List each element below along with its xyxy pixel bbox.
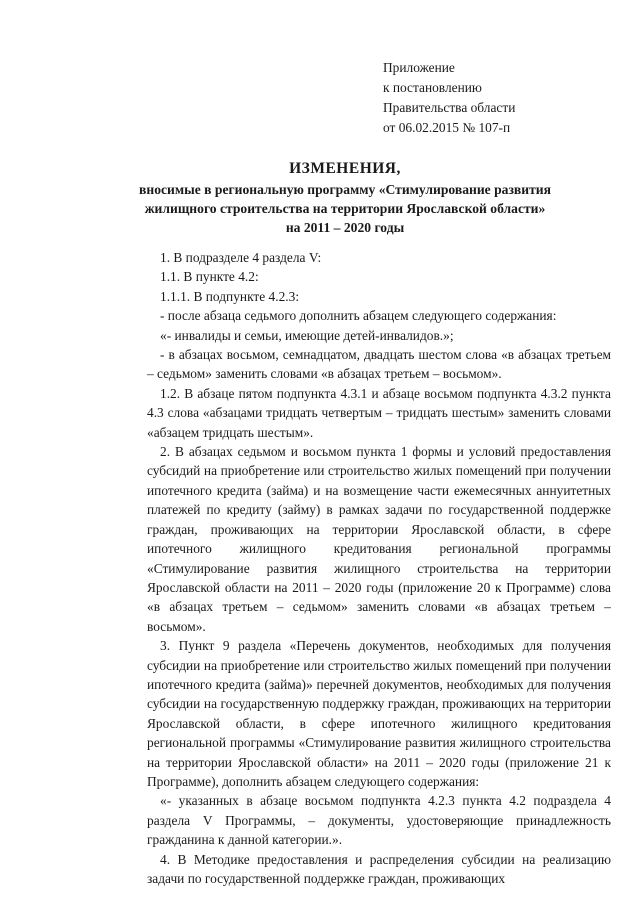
title-line: вносимые в региональную программу «Стимулирование развития bbox=[139, 182, 551, 197]
paragraph: - после абзаца седьмого дополнить абзацем следующего содержания: bbox=[160, 308, 557, 324]
appendix-line: от 06.02.2015 № 107-п bbox=[383, 120, 511, 135]
paragraph: «- инвалиды и семьи, имеющие детей-инвалидов.»; bbox=[160, 327, 454, 343]
paragraph: 1.1. В пункте 4.2: bbox=[160, 269, 259, 285]
paragraph: 4. В Методике предоставления и распределения субсидии на реализацию задачи по государственной поддержке граждан, проживающих bbox=[147, 851, 611, 886]
paragraph: 1.2. В абзаце пятом подпункта 4.3.1 и абзаце восьмом подпункта 4.3.2 пункта 4.3 слова «абзацами тридцать четвертым – тридцать шестым» заменить словами «абзацем тридцать шестым». bbox=[147, 385, 611, 440]
appendix-line: к постановлению bbox=[383, 80, 482, 95]
title-line: на 2011 – 2020 годы bbox=[285, 220, 405, 235]
title-line: жилищного строительства на территории Ярославской области» bbox=[144, 201, 546, 216]
appendix-line: Приложение bbox=[383, 60, 455, 75]
paragraph: «- указанных в абзаце восьмом подпункта 4.2.3 пункта 4.2 подраздела 4 раздела V Программы, – документы, удостоверяющие принадлежность гражданина к данной категории.». bbox=[147, 793, 611, 848]
document-body bbox=[147, 248, 611, 888]
paragraph: 1.1.1. В подпункте 4.2.3: bbox=[160, 288, 300, 304]
appendix-line: Правительства области bbox=[383, 100, 516, 115]
paragraph: 2. В абзацах седьмом и восьмом пункта 1 формы и условий предоставления субсидий на приобретение или строительство жилых помещений при получении ипотечного кредита (займа) и на возмещение части ежемесячных аннуитетных платежей по кредиту (займу) в рамках задачи по государственной поддержке граждан, проживающих на территории Ярославской области, в сфере ипотечного жилищного кредитования региональной программы «Стимулирование развития жилищного строительства на территории Ярославской области на 2011 – 2020 годы (приложение 20 к Программе) слова «в абзацах третьем – седьмом» заменить словами «в абзацах третьем – восьмом». bbox=[147, 444, 611, 634]
document-title: ИЗМЕНЕНИЯ, bbox=[289, 160, 401, 177]
title-block bbox=[100, 158, 590, 237]
paragraph: 1. В подразделе 4 раздела V: bbox=[160, 250, 322, 265]
paragraph: 3. Пункт 9 раздела «Перечень документов, необходимых для получения субсидии на приобретение или строительство жилых помещений при получении ипотечного кредита (займа)» перечней документов, необходимых для получения субсидии на государственную поддержку граждан, проживающих на территории Ярославской области, в сфере ипотечного жилищного кредитования региональной программы «Стимулирование развития жилищного строительства на территории Ярославской области» на 2011 – 2020 годы (приложение 21 к Программе), дополнить абзацем следующего содержания: bbox=[147, 638, 611, 789]
paragraph: - в абзацах восьмом, семнадцатом, двадцать шестом слова «в абзацах третьем – седьмом» заменить словами «в абзацах третьем – восьмом». bbox=[147, 347, 611, 382]
appendix-block bbox=[383, 58, 515, 138]
